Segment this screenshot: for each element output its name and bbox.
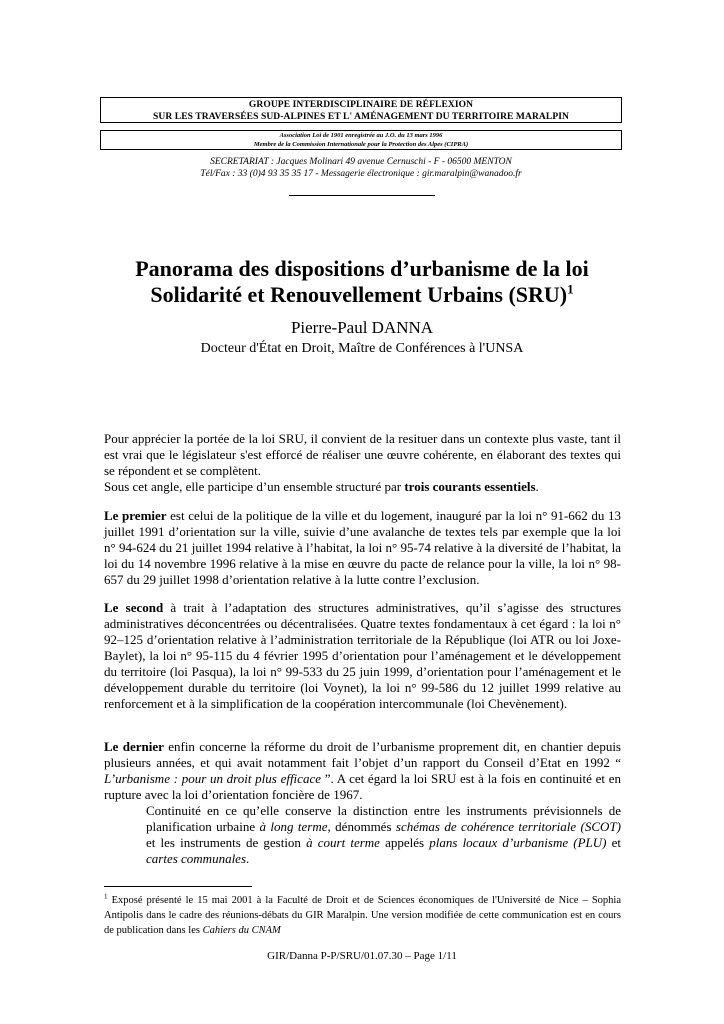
title-line1: Panorama des dispositions d’urbanisme de la loi [135,256,589,281]
author-name: Pierre-Paul DANNA [290,318,434,337]
premier-text [104,508,621,588]
organization-header-box [100,97,622,123]
continuity-d: schémas de cohérence territoriale (SCOT) [395,819,622,834]
continuity-a: Continuité en ce qu’elle conserve la distinction entre les instruments prévisionnels de planification urbaine [146,803,621,834]
dernier-bold: Le dernier [104,739,164,754]
association-line1: Association Loi de 1901 enregistrée au J.O. du 13 mars 1996 [279,132,443,139]
footnote-italic: Cahiers du CNAM [202,925,281,936]
second-body: à trait à l’adaptation des structures administratives, qu’il s’agisse des structures administratives déconcentrées ou décentralisées. Quatre textes fondamentaux à cet égard : la loi n° 92–125 d’orientation relative à l’administration territoriale de la République (loi ATR ou loi Joxe-Baylet), la loi n° 95-115 du 4 février 1995 d’orientation pour l’aménagement et le développement du territoire (loi Pasqua), la loi n° 99-533 du 25 juin 1999, d’orientation pour l’aménagement et le développement durable du territoire (loi Voynet), la loi n° 99-586 du 12 juillet 1999 relative au renforcement et à la simplification de la coopération intercommunale (loi Chevènement). [104,600,621,711]
secretariat-phone-email: Tél/Fax : 33 (0)4 93 35 35 17 - Messagerie électronique : gir.maralpin@wanadoo.fr [200,169,522,179]
continuity-k: . [246,851,250,866]
second-text [104,600,621,712]
page-footer: GIR/Danna P-P/SRU/01.07.30 – Page 1/11 [267,950,457,962]
intro-paragraph: Pour apprécier la portée de la loi SRU, il convient de la resituer dans un contexte plus vaste, tant il est vrai que le législateur s'est efforcé de réaliser une œuvre cohérente, en élaborant des textes qui se répondent et se complètent. [104,431,621,478]
dernier-body-1: enfin concerne la réforme du droit de l’urbanisme proprement dit, en chantier depuis plusieurs années, et qui avait notamment fait l’objet d’un rapport du Conseil d’Etat en 1992 “ [104,739,621,770]
continuity-paragraph [146,803,621,867]
dernier-body-2: ”. A cet égard la loi SRU est à la fois en continuité et en rupture avec la loi d’orientation foncière de 1967. [104,771,621,802]
premier-body: est celui de la politique de la ville et du logement, inauguré par la loi n° 91-662 du 13 juillet 1991 d’orientation sur la ville, suivie d’une avalanche de textes tels par exemple que la loi n° 94-624 du 21 juillet 1994 relative à l’habitat, la loi n° 95-74 relative à la diversité de l’habitat, la loi du 14 novembre 1996 relative à la mise en œuvre du pacte de relance pour la ville, la loi n° 98-657 du 29 juillet 1998 d’orientation relative à la lutte contre l’exclusion. [104,508,621,587]
intro-paragraph-2 [104,479,621,495]
title-line2 [100,282,624,308]
association-line2: Membre de la Commission Internationale pour la Protection des Alpes (CIPRA) [253,140,469,148]
intro2-text: Sous cet angle, elle participe d’un ensemble structuré par [104,479,405,494]
title-line2-text: Solidarité et Renouvellement Urbains (SRU) [150,282,568,307]
dernier-text [104,739,621,803]
continuity-i: et [606,835,622,850]
header-divider [289,195,435,196]
continuity-j: cartes communales [146,851,247,866]
intro2-bold: trois courants essentiels [404,479,536,494]
paragraph-second [104,600,621,712]
second-bold: Le second [104,600,164,615]
dernier-italic-title: L’urbanisme : pour un droit plus efficace [104,771,321,786]
footnote-text: Exposé présenté le 15 mai 2001 à la Faculté de Droit et de Sciences économiques de l'Université de Nice – Sophia Antipolis dans le cadre des réunions-débats du GIR Maralpin. Une version modifiée de cette communication est en cours de publication dans les [104,895,621,936]
premier-bold: Le premier [104,508,167,523]
continuity-e: et les instruments de gestion [146,835,307,850]
paragraph-dernier [104,739,621,867]
continuity-f: à court terme [306,835,380,850]
footnote [104,893,621,938]
org-name-line1: GROUPE INTERDISCIPLINAIRE DE RÉFLEXION [248,100,474,110]
continuity-g: appelés [379,835,430,850]
secretariat-contact [100,156,622,180]
secretariat-address: SECRETARIAT : Jacques Molinari 49 avenue Cernuschi - F - 06500 MENTON [210,157,512,167]
document-title [100,256,624,308]
intro-section [104,431,621,495]
intro2-suffix: . [535,479,539,494]
footnote-divider [104,886,252,887]
org-name-line2: SUR LES TRAVERSÉES SUD-ALPINES ET L' AMÉNAGEMENT DU TERRITOIRE MARALPIN [153,112,569,122]
paragraph-premier [104,508,621,588]
title-footnote-mark[interactable]: 1 [567,281,574,297]
association-info-box [100,130,622,150]
footnote-mark: 1 [104,892,108,901]
author-affiliation: Docteur d'État en Droit, Maître de Conférences à l'UNSA [200,341,524,356]
continuity-c: , dénommés [327,819,396,834]
continuity-b: à long terme [259,819,328,834]
continuity-h: plans locaux d’urbanisme (PLU) [429,835,607,850]
